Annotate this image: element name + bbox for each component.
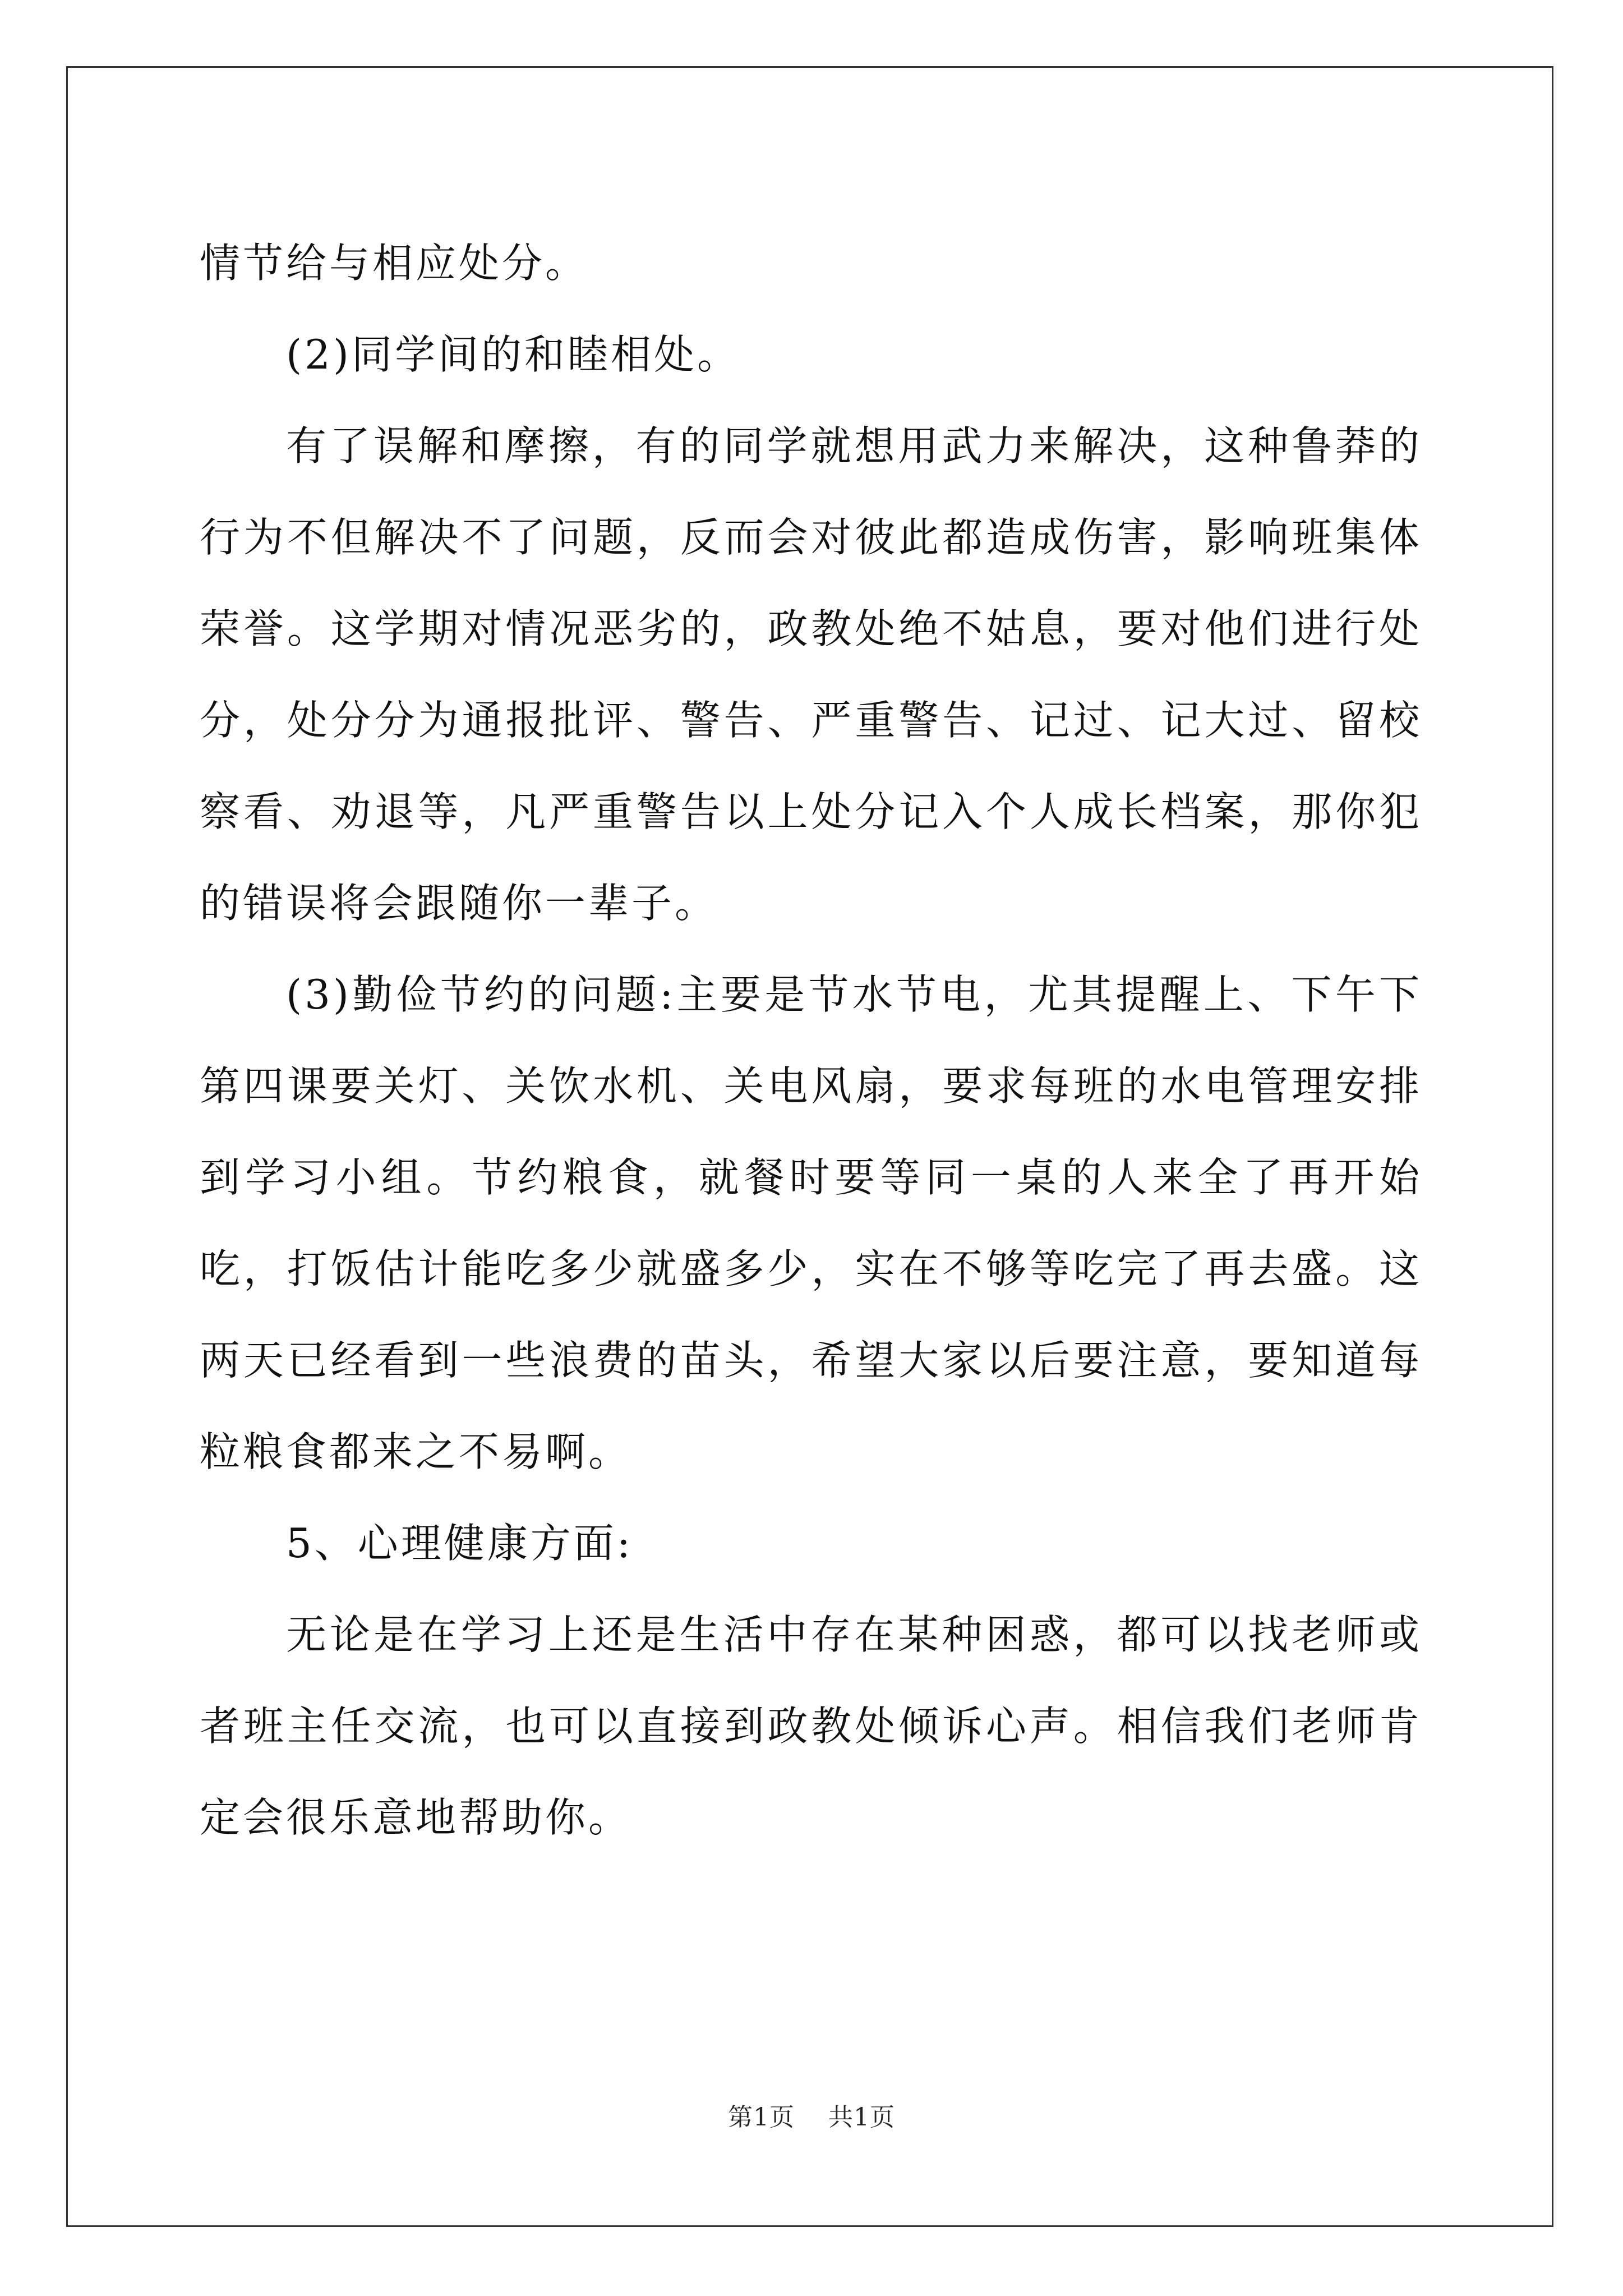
section-heading: 5、心理健康方面:: [286, 1520, 634, 1567]
page-number: 第1页: [728, 2103, 795, 2132]
paragraph: 情节给与相应处分。: [200, 240, 589, 287]
paragraph: (3)勤俭节约的问题:主要是节水节电，尤其提醒上、下午下第四课要关灯、关饮水机、关电风扇，要求每班的水电管理安排到学习小组。节约粮食，就餐时要等同一桌的人来全了再开始吃，打饭估计能吃多少就盛多少，实在不够等吃完了再去盛。这两天已经看到一些浪费的苗头，希望大家以后要注意，要知道每粒粮食都来之不易啊。: [200, 971, 1422, 1475]
paragraph: 有了误解和摩擦，有的同学就想用武力来解决，这种鲁莽的行为不但解决不了问题，反而会对彼此都造成伤害，影响班集体荣誉。这学期对情况恶劣的，政教处绝不姑息，要对他们进行处分，处分分为通报批评、警告、严重警告、记过、记大过、留校察看、劝退等，凡严重警告以上处分记入个人成长档案，那你犯的错误将会跟随你一辈子。: [200, 422, 1422, 927]
paragraph: (2)同学间的和睦相处。: [286, 331, 740, 378]
paragraph: 无论是在学习上还是生活中存在某种困惑，都可以找老师或者班主任交流，也可以直接到政教处倾诉心声。相信我们老师肯定会很乐意地帮助你。: [200, 1611, 1422, 1841]
page-footer: [0, 2097, 1623, 2133]
document-body: [200, 218, 1422, 1864]
page-total: 共1页: [828, 2103, 895, 2132]
